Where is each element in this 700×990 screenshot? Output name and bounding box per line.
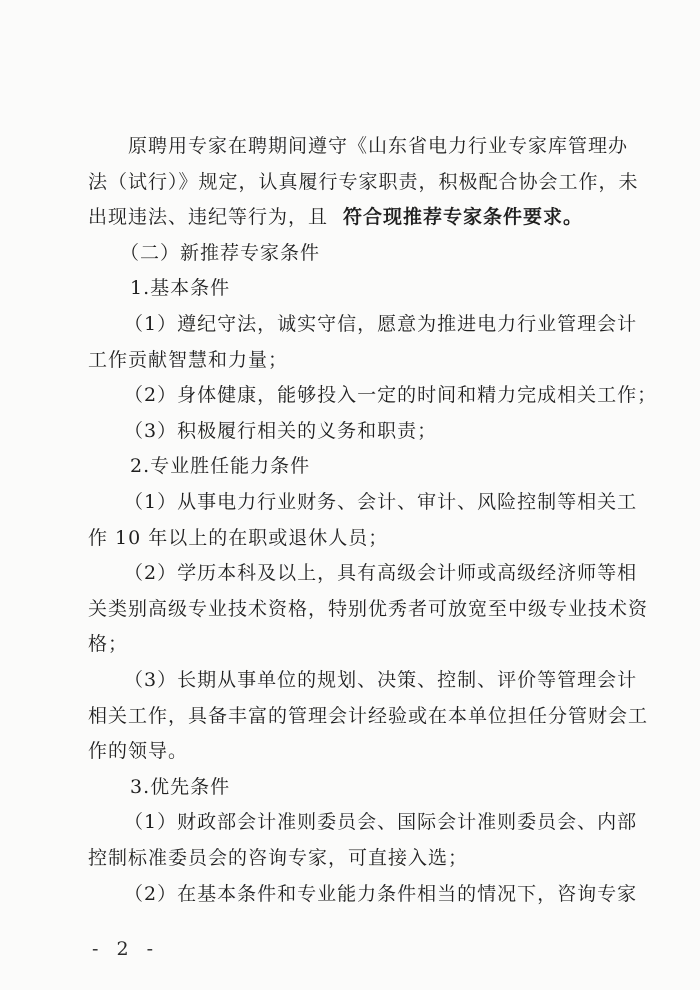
- text-line: （2）在基本条件和专业能力条件相当的情况下，咨询专家: [124, 882, 638, 905]
- text-line: （1）从事电力行业财务、会计、审计、风险控制等相关工: [124, 491, 638, 513]
- text-line: 格；: [88, 633, 129, 656]
- text-line: （1）财政部会计准则委员会、国际会计准则委员会、内部: [124, 811, 638, 834]
- text-line: 工作贡献智慧和力量；: [88, 348, 289, 371]
- page-number: - 2 -: [92, 938, 160, 960]
- text-line: 相关工作，具备丰富的管理会计经验或在本单位担任分管财会工: [88, 704, 649, 727]
- text-line: （3）长期从事单位的规划、决策、控制、评价等管理会计: [124, 669, 638, 691]
- bold-text: 符合现推荐专家条件要求。: [343, 206, 584, 229]
- text-line: （2）身体健康，能够投入一定的时间和精力完成相关工作；: [124, 384, 658, 407]
- text-line: （3）积极履行相关的义务和职责；: [124, 419, 438, 442]
- text-line: 控制标准委员会的咨询专家，可直接入选；: [88, 847, 469, 869]
- heading-text: （二）新推荐专家条件: [120, 241, 321, 264]
- text-line: 关类别高级专业技术资格，特别优秀者可放宽至中级专业技术资: [88, 597, 649, 620]
- text-line: （1）遵纪守法，诚实守信，愿意为推进电力行业管理会计: [124, 313, 638, 335]
- heading-text: 2.专业胜任能力条件: [130, 455, 311, 478]
- text-line: 原聘用专家在聘期间遵守《山东省电力行业专家库管理办: [128, 135, 629, 157]
- text-line: 作的领导。: [88, 740, 189, 763]
- text-line: 法（试行）》规定，认真履行专家职责，积极配合协会工作，未: [88, 170, 639, 193]
- text-line: 作 10 年以上的在职或退休人员；: [88, 526, 389, 549]
- text-line: （2）学历本科及以上，具有高级会计师或高级经济师等相: [124, 562, 638, 585]
- heading-text: 1.基本条件: [130, 277, 231, 300]
- heading-text: 3.优先条件: [130, 775, 231, 798]
- text-line: 出现违法、违纪等行为，且: [88, 206, 329, 229]
